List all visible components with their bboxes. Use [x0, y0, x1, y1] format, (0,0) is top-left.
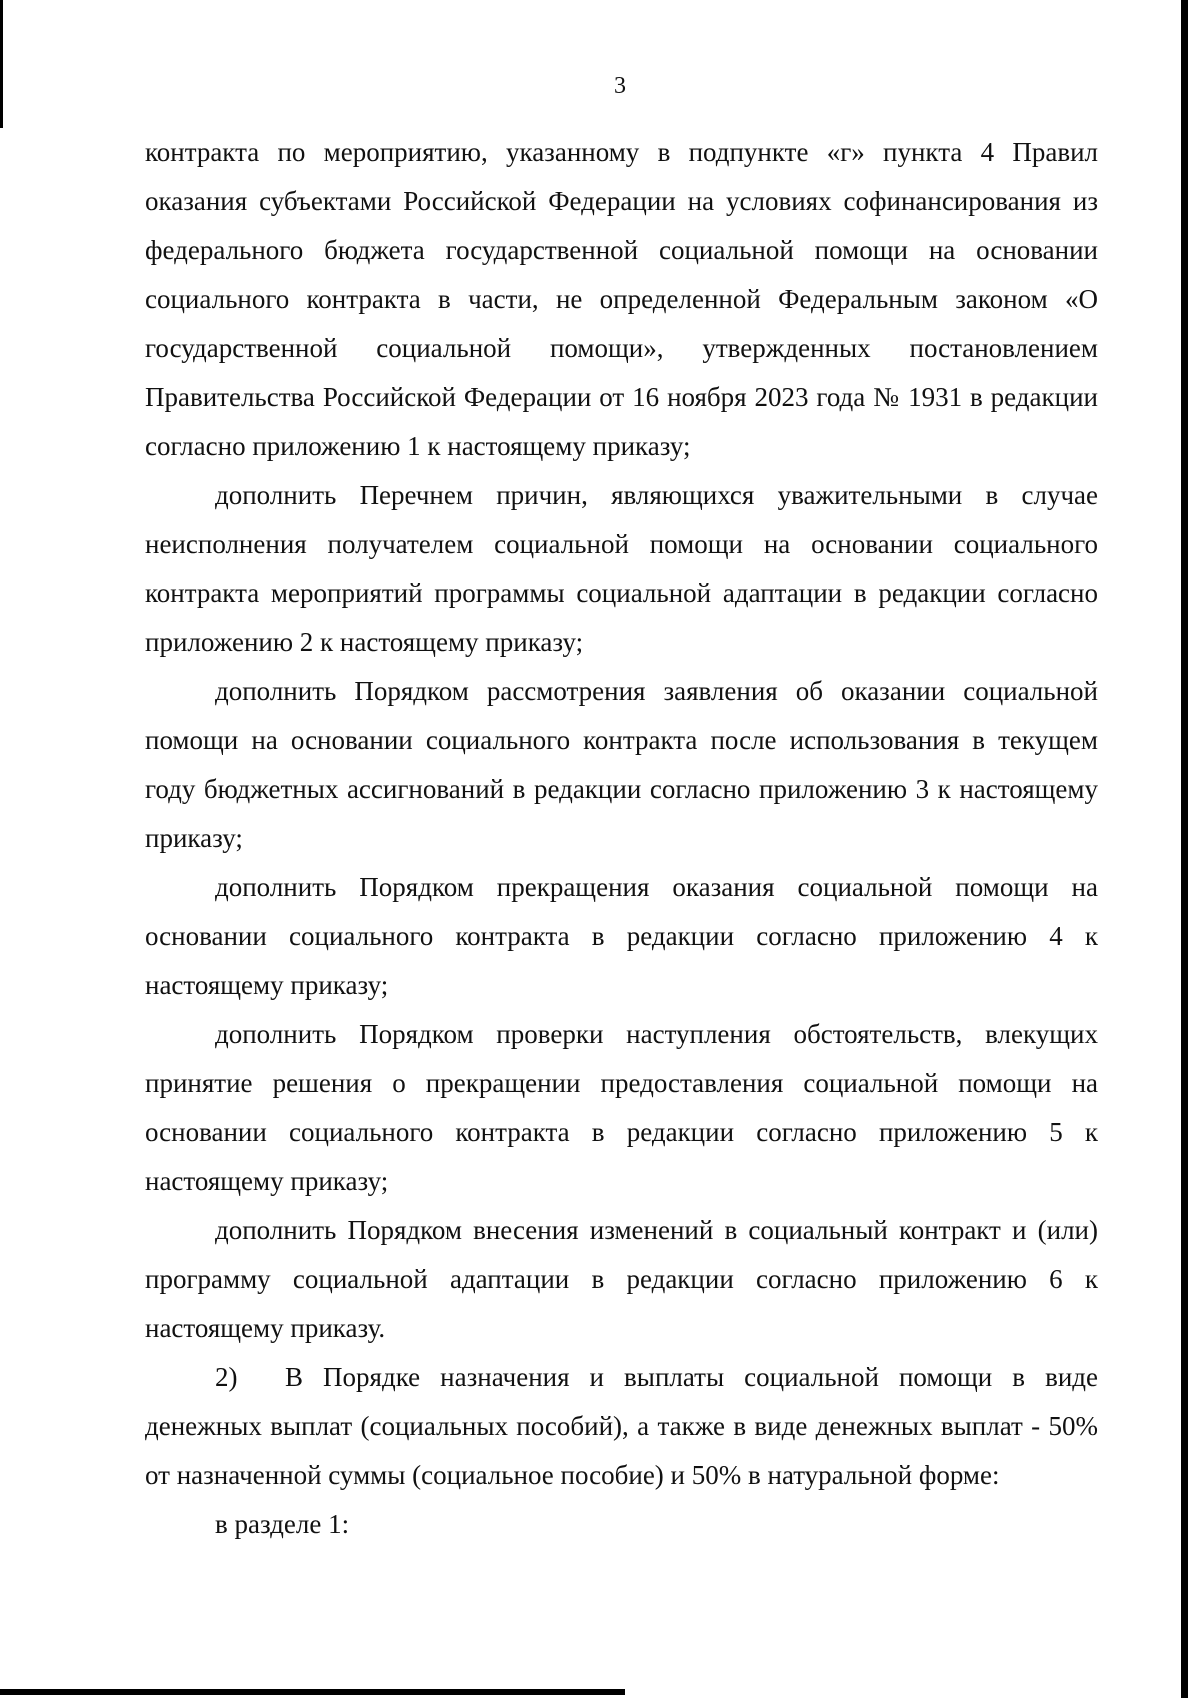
page-number: 3 [614, 73, 626, 99]
paragraph-continuation: контракта по мероприятию, указанному в подпункте «г» пункта 4 Правил оказания субъектами Российской Федерации на условиях софинансирования из федерального бюджета государственной социальной помощи на основании социального контракта в части, не определенной Федеральным законом «О государственной социальной помощи», утвержденных постановлением Правительства Российской Федерации от 16 ноября 2023 года № 1931 в редакции согласно приложению 1 к настоящему приказу; [145, 137, 1098, 461]
item-number: 2) [215, 1362, 238, 1392]
item-text: В Порядке назначения и выплаты социальной помощи в виде денежных выплат (социальных пособий), а также в виде денежных выплат - 50% от назначенной суммы (социальное пособие) и 50% в натуральной форме: [145, 1362, 1098, 1490]
paragraph-appendix-4: дополнить Порядком прекращения оказания социальной помощи на основании социального контракта в редакции согласно приложению 4 к настоящему приказу; [145, 872, 1098, 1000]
scan-edge-right [1181, 0, 1188, 1698]
paragraph-appendix-3: дополнить Порядком рассмотрения заявления об оказании социальной помощи на основании социального контракта после использования в текущем году бюджетных ассигнований в редакции согласно приложению 3 к настоящему приказу; [145, 676, 1098, 853]
paragraph-appendix-6: дополнить Порядком внесения изменений в социальный контракт и (или) программу социальной адаптации в редакции согласно приложению 6 к настоящему приказу. [145, 1215, 1098, 1343]
paragraph-appendix-2: дополнить Перечнем причин, являющихся уважительными в случае неисполнения получателем социальной помощи на основании социального контракта мероприятий программы социальной адаптации в редакции согласно приложению 2 к настоящему приказу; [145, 480, 1098, 657]
paragraph-appendix-5: дополнить Порядком проверки наступления обстоятельств, влекущих принятие решения о прекращении предоставления социальной помощи на основании социального контракта в редакции согласно приложению 5 к настоящему приказу; [145, 1019, 1098, 1196]
numbered-item-2 [145, 1353, 1098, 1500]
scan-edge-bottom [0, 1689, 625, 1695]
document-body [145, 128, 1098, 1549]
paragraph-section-1: в разделе 1: [215, 1509, 350, 1539]
scan-edge-left [0, 0, 3, 128]
